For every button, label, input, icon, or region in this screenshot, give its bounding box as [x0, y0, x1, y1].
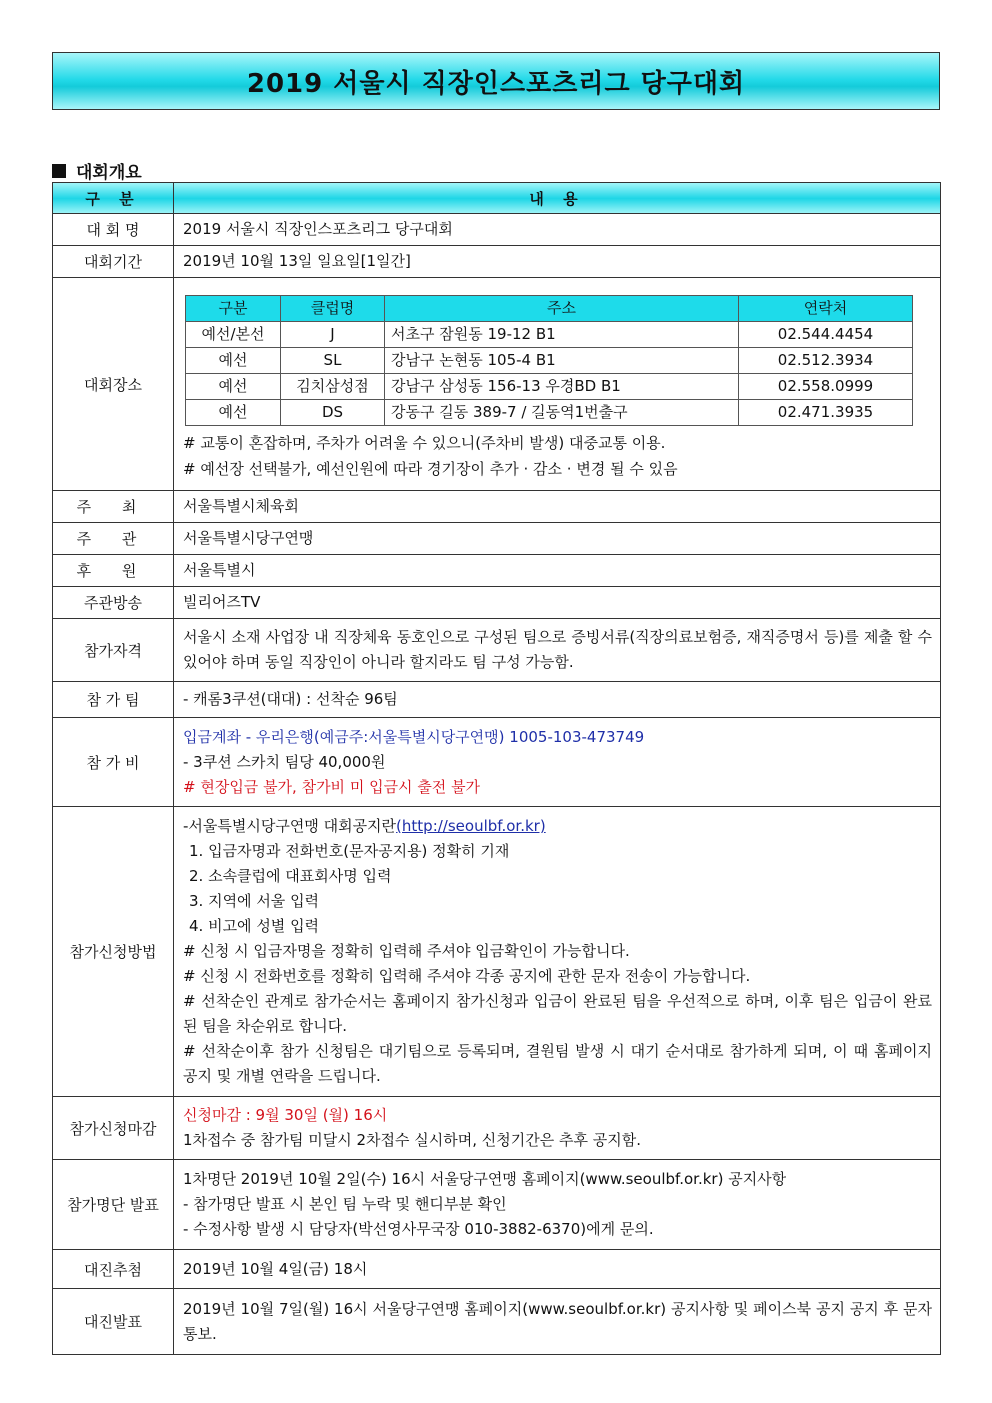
row-venue — [53, 278, 941, 491]
venue-contact: 02.558.0999 — [739, 373, 913, 399]
venue-club: SL — [281, 347, 385, 373]
header-content: 내 용 — [174, 183, 941, 214]
venue-col-address: 주소 — [385, 295, 739, 321]
venue-address: 강동구 길동 389-7 / 길동역1번출구 — [385, 399, 739, 425]
row-broadcast — [53, 587, 941, 619]
row-label: 대회장소 — [53, 278, 174, 491]
venue-header-row — [186, 295, 913, 321]
venue-address: 강남구 삼성동 156-13 우경BD B1 — [385, 373, 739, 399]
row-value: - 캐롬3쿠션(대대) : 선착순 96팀 — [174, 682, 941, 718]
row-label: 주 최 — [53, 491, 174, 523]
row-label: 참가신청마감 — [53, 1097, 174, 1160]
venue-row — [186, 373, 913, 399]
fee-account: 입금계좌 - 우리은행(예금주:서울특별시당구연맹) 1005-103-473749 — [183, 727, 645, 746]
venue-club: J — [281, 321, 385, 347]
row-eligibility — [53, 619, 941, 682]
section-heading-text: 대회개요 — [76, 163, 142, 183]
row-label: 후 원 — [53, 555, 174, 587]
row-value: 서울특별시체육회 — [174, 491, 941, 523]
row-value: 서울특별시당구연맹 — [174, 523, 941, 555]
row-value: 2019년 10월 4일(금) 18시 — [174, 1250, 941, 1289]
row-fee — [53, 718, 941, 807]
row-value: 서울시 소재 사업장 내 직장체육 동호인으로 구성된 팀으로 증빙서류(직장의료보험증, 재직증명서 등)를 제출 할 수 있어야 하며 동일 직장인이 아니라 할지라도 팀 구성 가능함. — [174, 619, 941, 682]
row-label: 참가명단 발표 — [53, 1160, 174, 1250]
announce-cell — [174, 1160, 941, 1250]
fee-cell — [174, 718, 941, 807]
row-draw — [53, 1250, 941, 1289]
venue-address: 서초구 잠원동 19-12 B1 — [385, 321, 739, 347]
row-value: 빌리어즈TV — [174, 587, 941, 619]
venue-division: 예선/본선 — [186, 321, 281, 347]
fee-amount: - 3쿠션 스카치 팀당 40,000원 — [183, 752, 386, 771]
venue-address: 강남구 논현동 105-4 B1 — [385, 347, 739, 373]
venue-col-division: 구분 — [186, 295, 281, 321]
row-apply — [53, 807, 941, 1097]
apply-note: # 선착순인 관계로 참가순서는 홈페이지 참가신청과 입금이 완료된 팀을 우선적으로 하며, 이후 팀은 입금이 완료된 팀을 차순위로 합니다. — [183, 992, 932, 1035]
apply-step: 1. 입금자명과 전화번호(문자공지용) 정확히 기재 — [189, 842, 510, 860]
row-sponsor — [53, 555, 941, 587]
page-title: 2019 서울시 직장인스포츠리그 당구대회 — [52, 52, 940, 110]
row-label: 참가신청방법 — [53, 807, 174, 1097]
row-label: 주관방송 — [53, 587, 174, 619]
row-bracket — [53, 1289, 941, 1355]
deadline-date: 신청마감 : 9월 30일 (월) 16시 — [183, 1106, 388, 1124]
row-deadline — [53, 1097, 941, 1160]
apply-intro: -서울특별시당구연맹 대회공지란(http://seoulbf.or.kr) — [183, 817, 546, 835]
row-value: 2019 서울시 직장인스포츠리그 당구대회 — [174, 214, 941, 246]
fee-warning: # 현장입금 불가, 참가비 미 입금시 출전 불가 — [183, 777, 481, 796]
venue-col-contact: 연락처 — [739, 295, 913, 321]
venue-contact: 02.471.3935 — [739, 399, 913, 425]
venue-club: DS — [281, 399, 385, 425]
table-header-row — [53, 183, 941, 214]
row-event-period — [53, 246, 941, 278]
announce-line: - 수정사항 발생 시 담당자(박선영사무국장 010-3882-6370)에게 문의. — [183, 1220, 654, 1238]
apply-note: # 신청 시 전화번호를 정확히 입력해 주셔야 각종 공지에 관한 문자 전송이 가능합니다. — [183, 967, 751, 985]
row-label: 대진추첨 — [53, 1250, 174, 1289]
apply-cell — [174, 807, 941, 1097]
row-host — [53, 491, 941, 523]
row-value: 서울특별시 — [174, 555, 941, 587]
square-bullet-icon — [52, 164, 66, 178]
apply-step: 4. 비고에 성별 입력 — [189, 917, 320, 935]
venue-division: 예선 — [186, 399, 281, 425]
apply-note: # 선착순이후 참가 신청팀은 대기팀으로 등록되며, 결원팀 발생 시 대기 순서대로 참가하게 되며, 이 때 홈페이지 공지 및 개별 연락을 드립니다. — [183, 1042, 932, 1085]
announce-line: 1차명단 2019년 10월 2일(수) 16시 서울당구연맹 홈페이지(www.seoulbf.or.kr) 공지사항 — [183, 1170, 787, 1188]
row-label: 대회기간 — [53, 246, 174, 278]
deadline-cell — [174, 1097, 941, 1160]
row-label: 대 회 명 — [53, 214, 174, 246]
venue-col-club: 클럽명 — [281, 295, 385, 321]
venue-note: # 예선장 선택불가, 예선인원에 따라 경기장이 추가 · 감소 · 변경 될 수 있음 — [183, 459, 678, 478]
row-label: 참가자격 — [53, 619, 174, 682]
announce-line: - 참가명단 발표 시 본인 팀 누락 및 핸디부분 확인 — [183, 1195, 507, 1213]
venue-contact: 02.544.4454 — [739, 321, 913, 347]
row-value: 2019년 10월 13일 일요일[1일간] — [174, 246, 941, 278]
venue-note: # 교통이 혼잡하며, 주차가 어려울 수 있으니(주차비 발생) 대중교통 이용. — [183, 433, 666, 452]
venue-row — [186, 399, 913, 425]
deadline-note: 1차접수 중 참가팀 미달시 2차접수 실시하며, 신청기간은 추후 공지함. — [183, 1131, 642, 1149]
row-label: 대진발표 — [53, 1289, 174, 1355]
row-value: 2019년 10월 7일(월) 16시 서울당구연맹 홈페이지(www.seoulbf.or.kr) 공지사항 및 페이스북 공지 공지 후 문자통보. — [174, 1289, 941, 1355]
row-event-name — [53, 214, 941, 246]
apply-step: 2. 소속클럽에 대표회사명 입력 — [189, 867, 392, 885]
venue-cell — [174, 278, 941, 491]
notice-link[interactable]: (http://seoulbf.or.kr) — [396, 817, 546, 835]
venue-division: 예선 — [186, 373, 281, 399]
overview-table — [52, 182, 941, 1355]
venue-row — [186, 347, 913, 373]
header-category: 구 분 — [53, 183, 174, 214]
apply-step: 3. 지역에 서울 입력 — [189, 892, 320, 910]
section-heading — [52, 158, 142, 183]
row-label: 참 가 팀 — [53, 682, 174, 718]
row-label: 주 관 — [53, 523, 174, 555]
venue-row — [186, 321, 913, 347]
row-announce — [53, 1160, 941, 1250]
row-organizer — [53, 523, 941, 555]
apply-note: # 신청 시 입금자명을 정확히 입력해 주셔야 입금확인이 가능합니다. — [183, 942, 630, 960]
venue-division: 예선 — [186, 347, 281, 373]
venue-club: 김치삼성점 — [281, 373, 385, 399]
venue-table — [185, 295, 913, 426]
row-label: 참 가 비 — [53, 718, 174, 807]
row-teams — [53, 682, 941, 718]
venue-contact: 02.512.3934 — [739, 347, 913, 373]
